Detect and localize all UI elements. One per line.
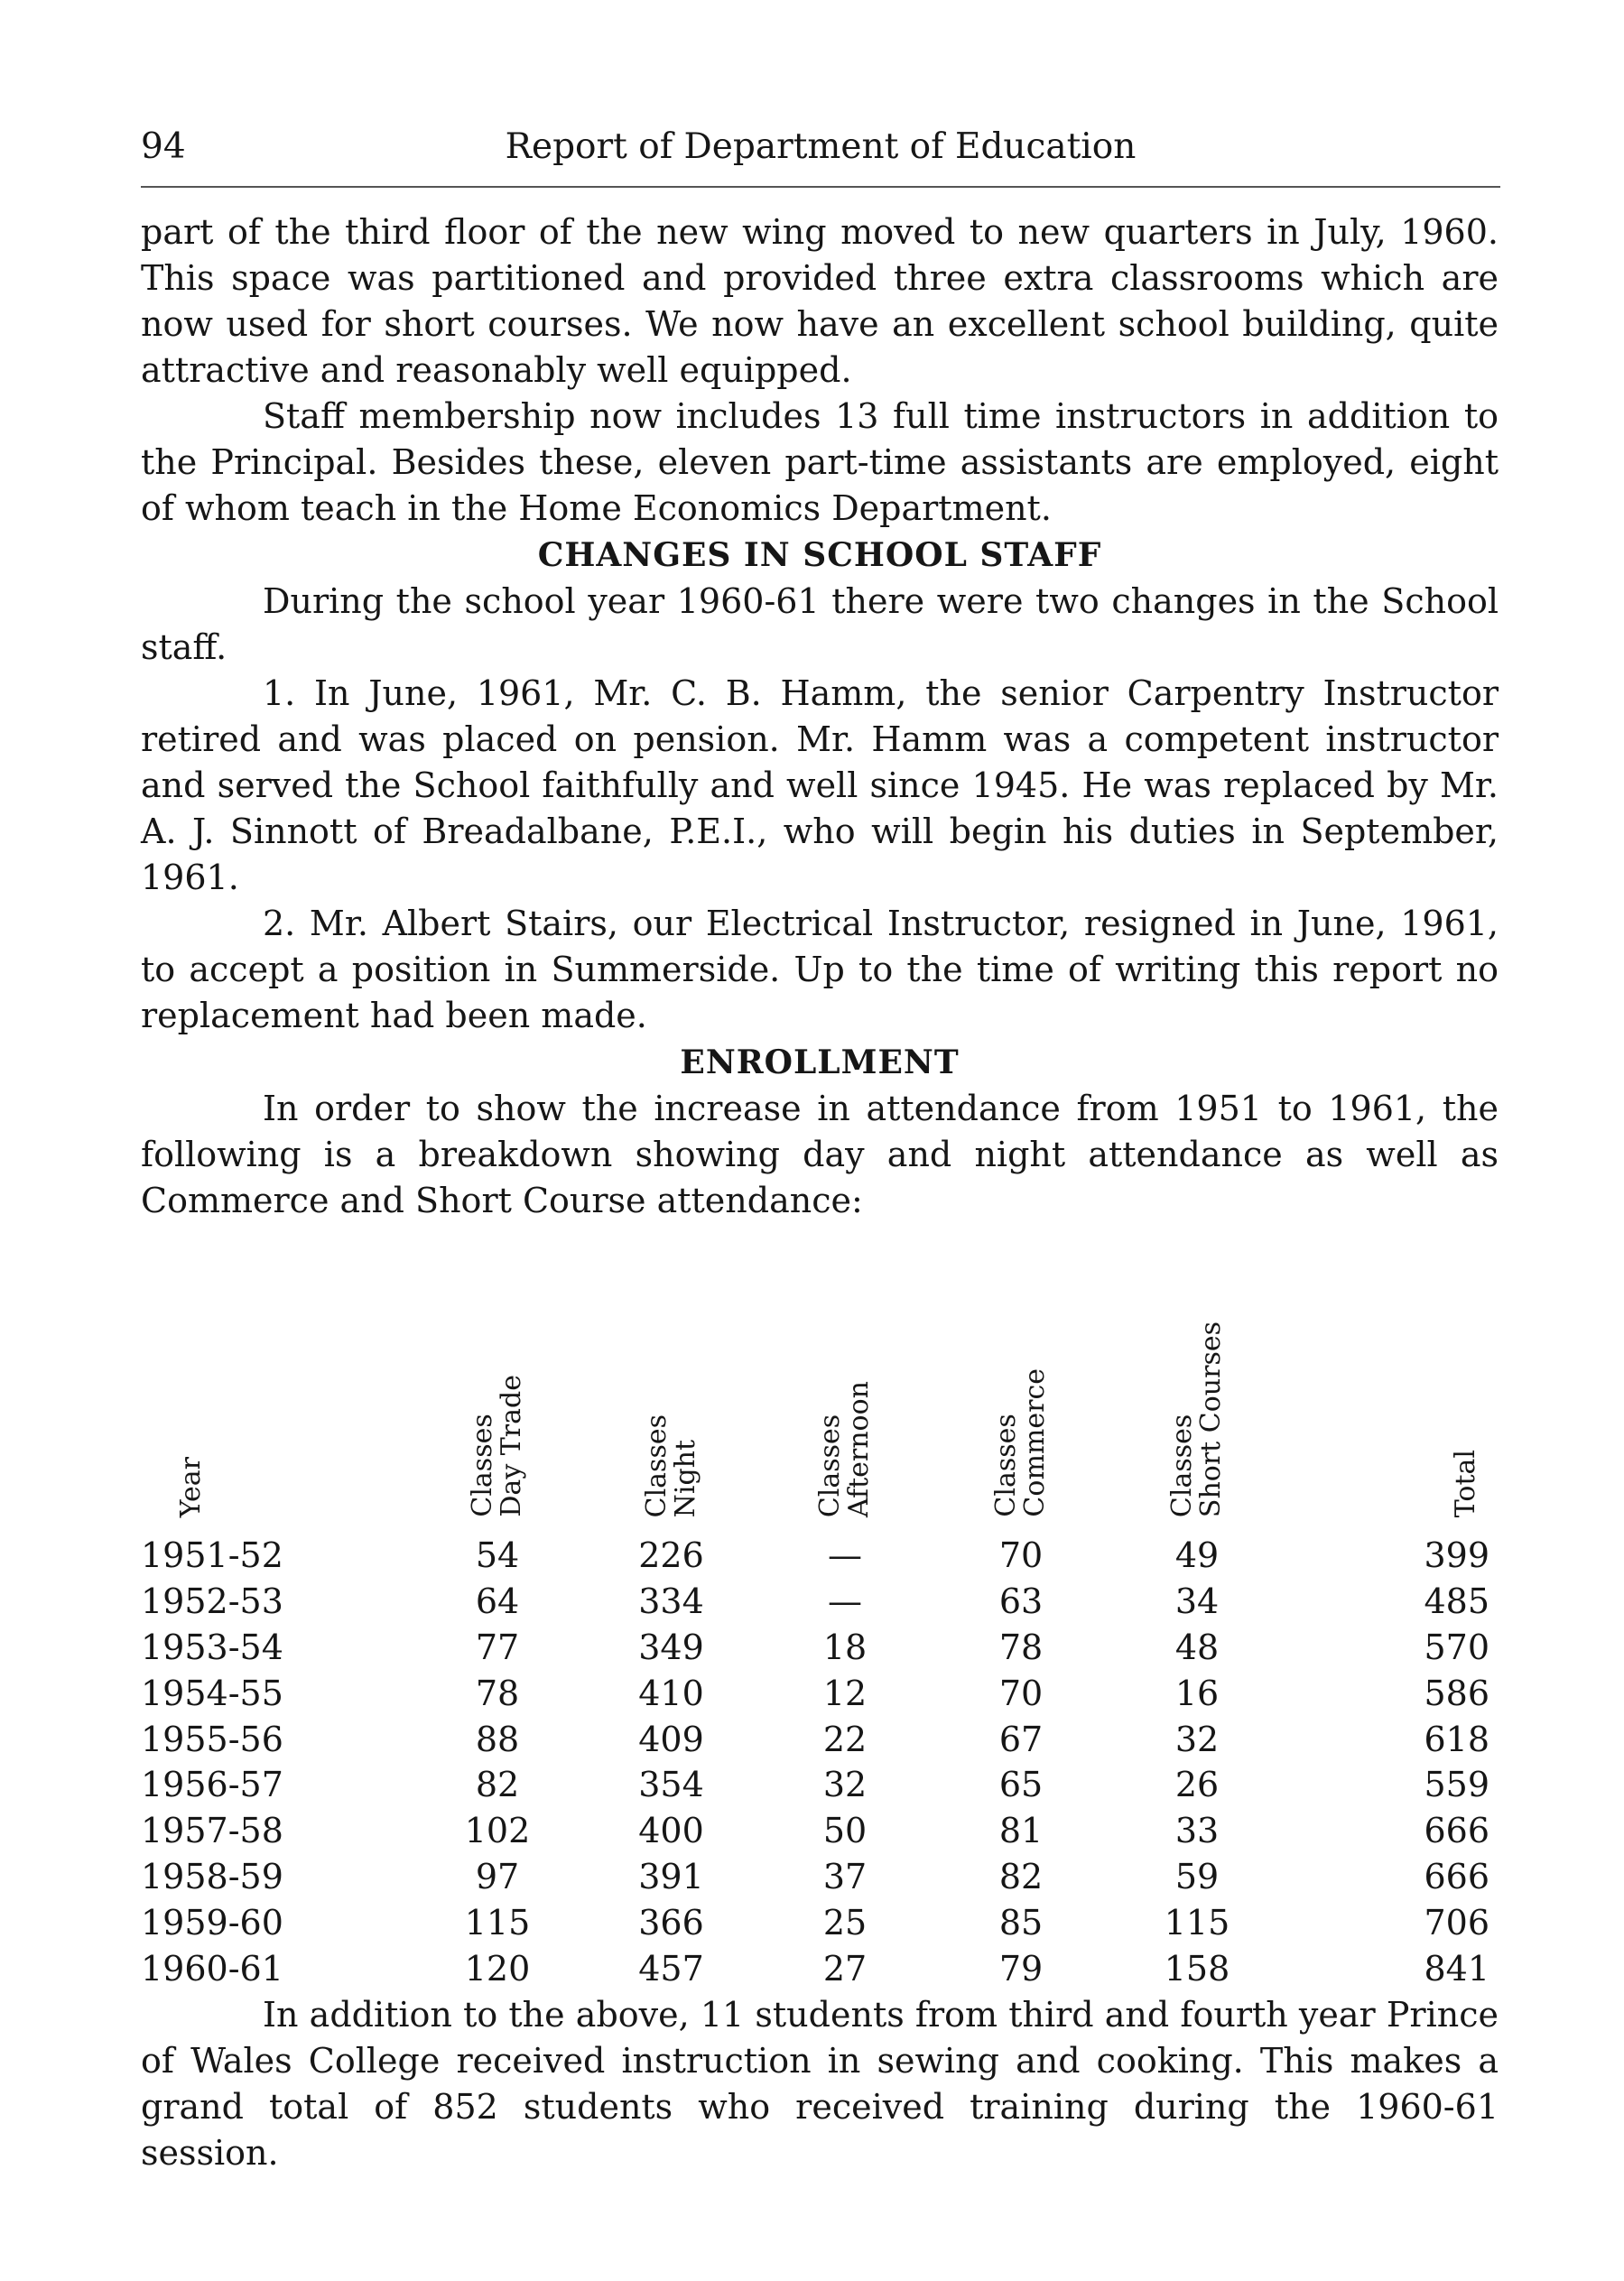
cell-commerce: 85 [998, 1902, 1044, 1943]
table-row [141, 1670, 1499, 1716]
cell-short-courses: 16 [1174, 1673, 1220, 1713]
header-short-courses [1111, 1280, 1283, 1533]
cell-total: 666 [1424, 1811, 1489, 1851]
cell-night: 226 [638, 1535, 704, 1576]
cell-total: 586 [1424, 1673, 1489, 1713]
cell-year: 1956-57 [141, 1765, 283, 1805]
body-text [141, 209, 1499, 1224]
table-row [141, 1899, 1499, 1945]
page-number: 94 [141, 126, 186, 167]
cell-commerce: 82 [998, 1856, 1044, 1896]
cell-afternoon: 18 [822, 1627, 868, 1667]
cell-total: 570 [1424, 1627, 1489, 1667]
cell-year: 1951-52 [141, 1535, 283, 1576]
header-commerce-line1: Classes [990, 1414, 1022, 1517]
header-commerce-line2: Commerce [1019, 1368, 1051, 1517]
table-row [141, 1625, 1499, 1671]
heading-enrollment: ENROLLMENT [680, 1043, 960, 1081]
enrollment-table-wrap [141, 1280, 1499, 1991]
cell-day-trade: 78 [475, 1673, 520, 1713]
cell-short-courses: 158 [1164, 1948, 1230, 1989]
enrollment-table [141, 1280, 1499, 1991]
cell-commerce: 78 [998, 1627, 1044, 1667]
cell-short-courses: 33 [1174, 1811, 1220, 1851]
header-afternoon-line2: Afternoon [843, 1380, 875, 1517]
header-afternoon [759, 1280, 931, 1533]
paragraph-change-1: 1. In June, 1961, Mr. C. B. Hamm, the senior Carpentry Instructor retired and was placed on pension. Mr. Hamm was a competent instructor and served the School faithfully and well since 1945. He was replaced by Mr. A. J. Sinnott of Breadalbane, P.E.I., who will begin his duties in September, 1961. [141, 673, 1499, 897]
page-header [141, 126, 1500, 181]
cell-total: 841 [1424, 1948, 1489, 1989]
cell-year: 1958-59 [141, 1856, 283, 1896]
paragraph-changes-intro: During the school year 1960-61 there were two changes in the School staff. [141, 581, 1499, 667]
closing-text [141, 1992, 1499, 2176]
cell-commerce: 70 [998, 1673, 1044, 1713]
header-night [583, 1280, 759, 1533]
cell-short-courses: 26 [1174, 1765, 1220, 1805]
header-short-line1: Classes [1166, 1414, 1198, 1517]
cell-night: 349 [638, 1627, 704, 1667]
table-row [141, 1716, 1499, 1762]
cell-year: 1959-60 [141, 1902, 283, 1943]
header-year-label: Year [175, 1456, 207, 1517]
cell-night: 366 [638, 1902, 704, 1943]
cell-day-trade: 120 [464, 1948, 531, 1989]
header-rule [141, 186, 1500, 188]
cell-year: 1957-58 [141, 1811, 283, 1851]
header-night-line1: Classes [640, 1414, 673, 1517]
cell-afternoon: 22 [822, 1719, 868, 1759]
cell-day-trade: 97 [475, 1856, 520, 1896]
heading-changes: CHANGES IN SCHOOL STAFF [537, 536, 1102, 574]
table-body [141, 1533, 1499, 1991]
table-header-row [141, 1280, 1499, 1533]
cell-short-courses: 115 [1164, 1902, 1230, 1943]
cell-night: 410 [638, 1673, 704, 1713]
cell-afternoon: — [828, 1581, 862, 1622]
header-total-label: Total [1450, 1449, 1481, 1517]
cell-afternoon: 12 [822, 1673, 868, 1713]
cell-day-trade: 64 [475, 1581, 520, 1622]
cell-afternoon: 32 [822, 1765, 868, 1805]
paragraph-continued: part of the third floor of the new wing moved to new quarters in July, 1960. This space was partitioned and provided three extra classrooms which are now used for short courses. We now have an excellent school building, quite attractive and reasonably well equipped. [141, 212, 1499, 390]
cell-commerce: 81 [998, 1811, 1044, 1851]
paragraph-enrollment-intro: In order to show the increase in attendance from 1951 to 1961, the following is a breakdown showing day and night attendance as well as Commerce and Short Course attendance: [141, 1089, 1499, 1220]
cell-total: 559 [1424, 1765, 1489, 1805]
header-day-trade-line2: Day Trade [496, 1375, 527, 1517]
cell-total: 706 [1424, 1902, 1489, 1943]
cell-short-courses: 48 [1174, 1627, 1220, 1667]
header-night-line2: Night [669, 1439, 701, 1517]
header-year [141, 1280, 412, 1533]
cell-total: 618 [1424, 1719, 1489, 1759]
cell-day-trade: 77 [475, 1627, 520, 1667]
header-commerce [931, 1280, 1111, 1533]
cell-year: 1960-61 [141, 1948, 283, 1989]
header-total [1283, 1280, 1499, 1533]
cell-short-courses: 32 [1174, 1719, 1220, 1759]
cell-night: 409 [638, 1719, 704, 1759]
cell-afternoon: 50 [822, 1811, 868, 1851]
paragraph-staff: Staff membership now includes 13 full time instructors in addition to the Principal. Besides these, eleven part-time assistants are employed, eight of whom teach in the Home Economics Department. [141, 396, 1499, 528]
cell-afternoon: — [828, 1535, 862, 1576]
cell-day-trade: 115 [464, 1902, 531, 1943]
cell-day-trade: 54 [475, 1535, 520, 1576]
cell-short-courses: 59 [1174, 1856, 1220, 1896]
cell-total: 399 [1424, 1535, 1489, 1576]
cell-short-courses: 34 [1174, 1581, 1220, 1622]
table-row [141, 1579, 1499, 1625]
cell-commerce: 79 [998, 1948, 1044, 1989]
cell-day-trade: 82 [475, 1765, 520, 1805]
cell-day-trade: 102 [464, 1811, 531, 1851]
cell-night: 391 [638, 1856, 704, 1896]
header-short-line2: Short Courses [1195, 1321, 1227, 1517]
cell-night: 354 [638, 1765, 704, 1805]
paragraph-change-2: 2. Mr. Albert Stairs, our Electrical Instructor, resigned in June, 1961, to accept a position in Summerside. Up to the time of writing this report no replacement had been made. [141, 904, 1499, 1035]
cell-afternoon: 37 [822, 1856, 868, 1896]
cell-commerce: 65 [998, 1765, 1044, 1805]
table-row [141, 1762, 1499, 1808]
cell-year: 1953-54 [141, 1627, 283, 1667]
table-row [141, 1945, 1499, 1991]
paragraph-closing: In addition to the above, 11 students from third and fourth year Prince of Wales College received instruction in sewing and cooking. This makes a grand total of 852 students who received training during the 1960-61 session. [141, 1995, 1499, 2173]
cell-commerce: 70 [998, 1535, 1044, 1576]
cell-commerce: 63 [998, 1581, 1044, 1622]
cell-total: 485 [1424, 1581, 1489, 1622]
header-afternoon-line1: Classes [814, 1414, 846, 1517]
cell-commerce: 67 [998, 1719, 1044, 1759]
cell-afternoon: 27 [822, 1948, 868, 1989]
cell-short-courses: 49 [1174, 1535, 1220, 1576]
table-row [141, 1808, 1499, 1854]
cell-night: 457 [638, 1948, 704, 1989]
cell-year: 1952-53 [141, 1581, 283, 1622]
header-day-trade-line1: Classes [467, 1414, 498, 1517]
cell-year: 1954-55 [141, 1673, 283, 1713]
cell-total: 666 [1424, 1856, 1489, 1896]
table-row [141, 1854, 1499, 1900]
cell-year: 1955-56 [141, 1719, 283, 1759]
cell-day-trade: 88 [475, 1719, 520, 1759]
running-title: Report of Department of Education [505, 126, 1137, 167]
cell-afternoon: 25 [822, 1902, 868, 1943]
header-day-trade [412, 1280, 583, 1533]
table-row [141, 1533, 1499, 1579]
cell-night: 400 [638, 1811, 704, 1851]
cell-night: 334 [638, 1581, 704, 1622]
